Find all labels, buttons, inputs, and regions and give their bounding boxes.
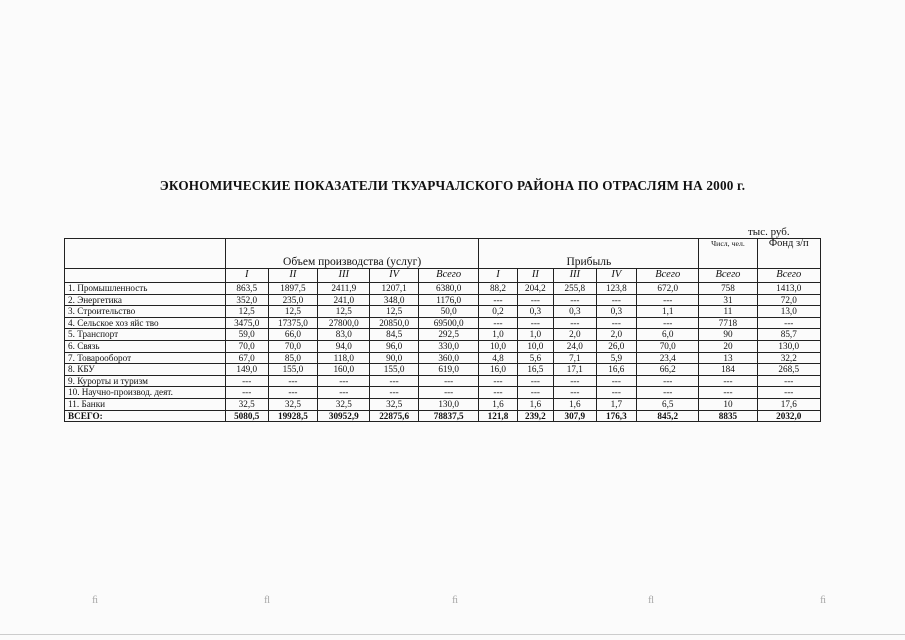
scan-mark: ﬁ (820, 594, 827, 606)
header-quarter-row (65, 269, 821, 283)
volume-cell: 149,0 (225, 364, 268, 376)
table-row (65, 294, 821, 306)
volume-cell: 3475,0 (225, 317, 268, 329)
volume-cell: 330,0 (419, 340, 479, 352)
fund-cell: 13,0 (757, 306, 820, 318)
volume-cell: 1176,0 (419, 294, 479, 306)
volume-cell: 863,5 (225, 283, 268, 295)
table-row (65, 317, 821, 329)
profit-cell: 4,8 (479, 352, 517, 364)
volume-cell: 2411,9 (318, 283, 370, 295)
volume-cell: 155,0 (370, 364, 419, 376)
volume-cell: 85,0 (268, 352, 318, 364)
volume-cell: 50,0 (419, 306, 479, 318)
profit-cell: --- (479, 294, 517, 306)
profit-cell: 672,0 (637, 283, 699, 295)
page-edge-line (0, 634, 905, 635)
header-fund-total: Всего (757, 269, 820, 283)
volume-cell: 360,0 (419, 352, 479, 364)
fund-cell: 85,7 (757, 329, 820, 341)
volume-cell: 70,0 (225, 340, 268, 352)
profit-cell: --- (479, 375, 517, 387)
row-label: 10. Научно-производ. деят. (65, 387, 226, 399)
row-label: ВСЕГО: (65, 410, 226, 422)
volume-cell: 1207,1 (370, 283, 419, 295)
profit-cell: --- (479, 387, 517, 399)
profit-cell: 10,0 (517, 340, 553, 352)
profit-cell: 10,0 (479, 340, 517, 352)
table-row (65, 398, 821, 410)
profit-cell: --- (554, 294, 597, 306)
profit-cell: --- (517, 317, 553, 329)
header-prof-q3: III (554, 269, 597, 283)
profit-cell: 70,0 (637, 340, 699, 352)
profit-cell: 16,0 (479, 364, 517, 376)
profit-cell: 0,3 (596, 306, 636, 318)
volume-cell: 32,5 (318, 398, 370, 410)
header-employees: Числ, чел. (699, 239, 757, 269)
volume-cell: 348,0 (370, 294, 419, 306)
volume-cell: --- (318, 387, 370, 399)
profit-cell: 6,0 (637, 329, 699, 341)
unit-label: тыс. руб. (748, 226, 790, 238)
fund-cell: --- (757, 375, 820, 387)
volume-cell: --- (419, 375, 479, 387)
profit-cell: 1,0 (517, 329, 553, 341)
employees-cell: 31 (699, 294, 757, 306)
employees-cell: --- (699, 387, 757, 399)
volume-cell: 27800,0 (318, 317, 370, 329)
table-row (65, 364, 821, 376)
header-prof-q1: I (479, 269, 517, 283)
row-label: 4. Сельское хоз яйс тво (65, 317, 226, 329)
volume-cell: 20850,0 (370, 317, 419, 329)
employees-cell: 758 (699, 283, 757, 295)
employees-cell: 20 (699, 340, 757, 352)
profit-cell: 23,4 (637, 352, 699, 364)
row-label: 9. Курорты и туризм (65, 375, 226, 387)
fund-cell: 2032,0 (757, 410, 820, 422)
volume-cell: 5080,5 (225, 410, 268, 422)
profit-cell: 0,2 (479, 306, 517, 318)
volume-cell: 84,5 (370, 329, 419, 341)
profit-cell: 7,1 (554, 352, 597, 364)
header-vol-total: Всего (419, 269, 479, 283)
profit-cell: 17,1 (554, 364, 597, 376)
volume-cell: 69500,0 (419, 317, 479, 329)
header-blank-cell (65, 239, 226, 269)
header-prof-q2: II (517, 269, 553, 283)
volume-cell: 17375,0 (268, 317, 318, 329)
profit-cell: 0,3 (554, 306, 597, 318)
volume-cell: 235,0 (268, 294, 318, 306)
profit-cell: --- (637, 387, 699, 399)
header-volume: Объем производства (услуг) (225, 239, 478, 269)
row-label: 3. Строительство (65, 306, 226, 318)
header-blank-cell (65, 269, 226, 283)
employees-cell: 184 (699, 364, 757, 376)
volume-cell: 619,0 (419, 364, 479, 376)
profit-cell: 5,6 (517, 352, 553, 364)
row-label: 5. Транспорт (65, 329, 226, 341)
row-label: 2. Энергетика (65, 294, 226, 306)
volume-cell: 12,5 (370, 306, 419, 318)
row-label: 8. КБУ (65, 364, 226, 376)
volume-cell: 32,5 (268, 398, 318, 410)
header-group-row (65, 239, 821, 269)
scan-mark: ﬂ (264, 594, 271, 606)
volume-cell: 118,0 (318, 352, 370, 364)
volume-cell: 22875,6 (370, 410, 419, 422)
volume-cell: --- (268, 375, 318, 387)
fund-cell: --- (757, 387, 820, 399)
table-row (65, 352, 821, 364)
volume-cell: 19928,5 (268, 410, 318, 422)
employees-cell: --- (699, 375, 757, 387)
profit-cell: --- (517, 375, 553, 387)
header-emp-total: Всего (699, 269, 757, 283)
volume-cell: --- (370, 387, 419, 399)
table-row (65, 306, 821, 318)
profit-cell: --- (637, 317, 699, 329)
volume-cell: 67,0 (225, 352, 268, 364)
employees-cell: 8835 (699, 410, 757, 422)
volume-cell: 66,0 (268, 329, 318, 341)
row-label: 6. Связь (65, 340, 226, 352)
volume-cell: 160,0 (318, 364, 370, 376)
row-label: 1. Промышленность (65, 283, 226, 295)
profit-cell: --- (554, 375, 597, 387)
profit-cell: 239,2 (517, 410, 553, 422)
volume-cell: 155,0 (268, 364, 318, 376)
profit-cell: --- (517, 294, 553, 306)
profit-cell: 2,0 (554, 329, 597, 341)
profit-cell: 123,8 (596, 283, 636, 295)
profit-cell: --- (517, 387, 553, 399)
fund-cell: 17,6 (757, 398, 820, 410)
header-prof-q4: IV (596, 269, 636, 283)
header-prof-total: Всего (637, 269, 699, 283)
profit-cell: 255,8 (554, 283, 597, 295)
volume-cell: 78837,5 (419, 410, 479, 422)
header-vol-q1: I (225, 269, 268, 283)
volume-cell: --- (419, 387, 479, 399)
profit-cell: 16,6 (596, 364, 636, 376)
profit-cell: 1,6 (554, 398, 597, 410)
volume-cell: --- (225, 387, 268, 399)
profit-cell: 0,3 (517, 306, 553, 318)
volume-cell: 94,0 (318, 340, 370, 352)
profit-cell: 1,6 (517, 398, 553, 410)
profit-cell: 1,0 (479, 329, 517, 341)
volume-cell: 90,0 (370, 352, 419, 364)
profit-cell: 5,9 (596, 352, 636, 364)
volume-cell: 83,0 (318, 329, 370, 341)
profit-cell: 1,6 (479, 398, 517, 410)
volume-cell: 30952,9 (318, 410, 370, 422)
scan-mark: ﬁ (92, 594, 99, 606)
volume-cell: 6380,0 (419, 283, 479, 295)
economic-indicators-table (64, 238, 821, 422)
profit-cell: 845,2 (637, 410, 699, 422)
header-fund: Фонд з/п (757, 239, 820, 269)
profit-cell: 66,2 (637, 364, 699, 376)
profit-cell: 1,1 (637, 306, 699, 318)
profit-cell: 121,8 (479, 410, 517, 422)
row-label: 11. Банки (65, 398, 226, 410)
fund-cell: --- (757, 317, 820, 329)
profit-cell: --- (596, 317, 636, 329)
volume-cell: 352,0 (225, 294, 268, 306)
profit-cell: 16,5 (517, 364, 553, 376)
table-row (65, 340, 821, 352)
profit-cell: 26,0 (596, 340, 636, 352)
volume-cell: 1897,5 (268, 283, 318, 295)
profit-cell: --- (554, 317, 597, 329)
volume-cell: --- (318, 375, 370, 387)
profit-cell: 88,2 (479, 283, 517, 295)
profit-cell: --- (479, 317, 517, 329)
scan-mark: ﬂ (648, 594, 655, 606)
profit-cell: 6,5 (637, 398, 699, 410)
employees-cell: 10 (699, 398, 757, 410)
header-vol-q4: IV (370, 269, 419, 283)
header-vol-q2: II (268, 269, 318, 283)
fund-cell: 1413,0 (757, 283, 820, 295)
employees-cell: 13 (699, 352, 757, 364)
volume-cell: 96,0 (370, 340, 419, 352)
volume-cell: --- (370, 375, 419, 387)
employees-cell: 11 (699, 306, 757, 318)
volume-cell: --- (268, 387, 318, 399)
row-label: 7. Товарооборот (65, 352, 226, 364)
volume-cell: 12,5 (318, 306, 370, 318)
profit-cell: 176,3 (596, 410, 636, 422)
fund-cell: 130,0 (757, 340, 820, 352)
page-title: ЭКОНОМИЧЕСКИЕ ПОКАЗАТЕЛИ ТКУАРЧАЛСКОГО РАЙОНА ПО ОТРАСЛЯМ НА 2000 г. (159, 178, 746, 193)
volume-cell: 32,5 (225, 398, 268, 410)
volume-cell: 32,5 (370, 398, 419, 410)
profit-cell: 204,2 (517, 283, 553, 295)
fund-cell: 32,2 (757, 352, 820, 364)
profit-cell: --- (637, 294, 699, 306)
header-vol-q3: III (318, 269, 370, 283)
volume-cell: 292,5 (419, 329, 479, 341)
header-profit: Прибыль (479, 239, 699, 269)
table-row (65, 283, 821, 295)
profit-cell: --- (596, 294, 636, 306)
fund-cell: 268,5 (757, 364, 820, 376)
table-row (65, 387, 821, 399)
volume-cell: 241,0 (318, 294, 370, 306)
profit-cell: 1,7 (596, 398, 636, 410)
total-row (65, 410, 821, 422)
employees-cell: 7718 (699, 317, 757, 329)
profit-cell: --- (596, 375, 636, 387)
profit-cell: 24,0 (554, 340, 597, 352)
volume-cell: 12,5 (225, 306, 268, 318)
fund-cell: 72,0 (757, 294, 820, 306)
profit-cell: --- (637, 375, 699, 387)
profit-cell: --- (554, 387, 597, 399)
profit-cell: --- (596, 387, 636, 399)
employees-cell: 90 (699, 329, 757, 341)
volume-cell: 70,0 (268, 340, 318, 352)
volume-cell: --- (225, 375, 268, 387)
volume-cell: 130,0 (419, 398, 479, 410)
table-row (65, 329, 821, 341)
profit-cell: 307,9 (554, 410, 597, 422)
table-row (65, 375, 821, 387)
scan-mark: ﬁ (452, 594, 459, 606)
volume-cell: 59,0 (225, 329, 268, 341)
volume-cell: 12,5 (268, 306, 318, 318)
profit-cell: 2,0 (596, 329, 636, 341)
